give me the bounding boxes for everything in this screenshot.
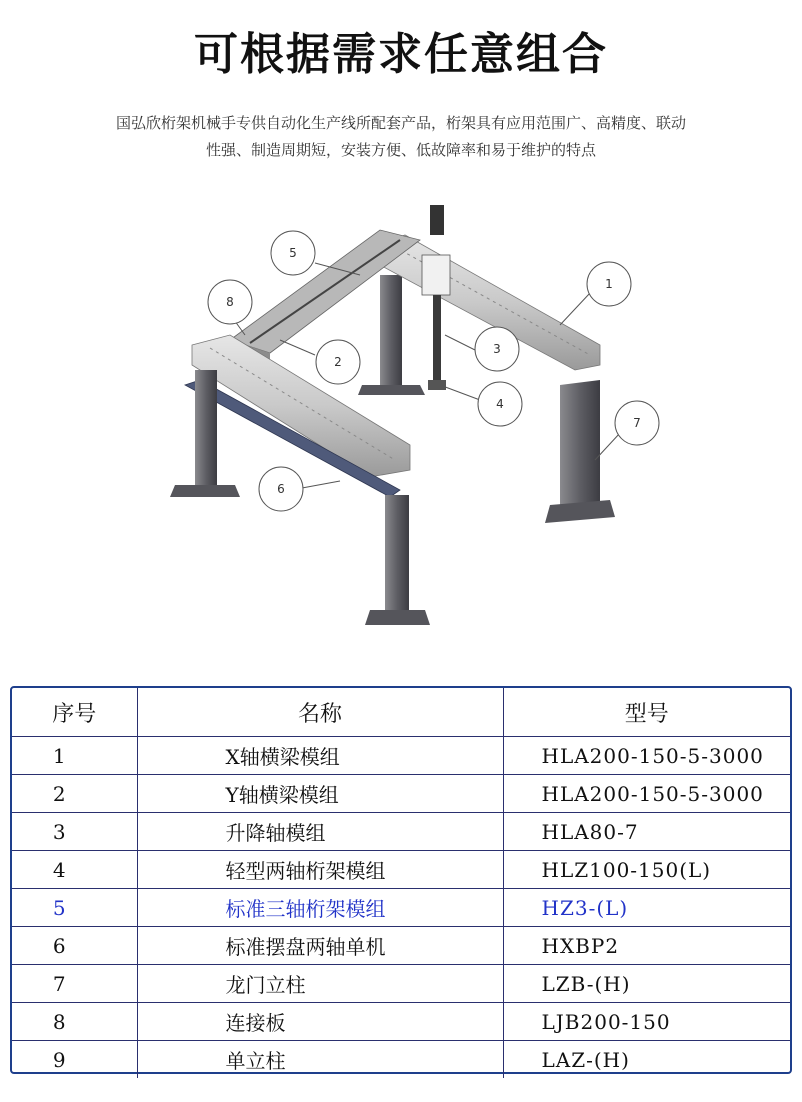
description-line-1: 国弘欣桁架机械手专供自动化生产线所配套产品，桁架具有应用范围广、高精度、联动 xyxy=(115,114,686,132)
pillar-upper-right xyxy=(358,275,425,395)
row-no: 4 xyxy=(12,851,137,889)
row-name: 标准三轴桁架模组 xyxy=(137,889,503,927)
header-no: 序号 xyxy=(12,688,137,737)
table-row xyxy=(12,1003,790,1041)
header-name: 名称 xyxy=(137,688,503,737)
row-model: LZB-(H) xyxy=(503,965,790,1003)
table-row xyxy=(12,965,790,1003)
row-model: LJB200-150 xyxy=(503,1003,790,1041)
row-name: 轻型两轴桁架模组 xyxy=(137,851,503,889)
gantry-diagram xyxy=(130,185,690,645)
row-name: Y轴横梁模组 xyxy=(137,775,503,813)
row-no: 9 xyxy=(12,1041,137,1079)
row-model: HLA200-150-5-3000 xyxy=(503,775,790,813)
row-no: 7 xyxy=(12,965,137,1003)
table-row xyxy=(12,1041,790,1079)
table-row xyxy=(12,813,790,851)
callout-8 xyxy=(208,280,252,324)
pillar-front-right xyxy=(365,495,430,625)
row-name: X轴横梁模组 xyxy=(137,737,503,775)
row-name: 标准摆盘两轴单机 xyxy=(137,927,503,965)
row-no: 8 xyxy=(12,1003,137,1041)
gantry-column xyxy=(545,380,615,523)
row-no: 3 xyxy=(12,813,137,851)
callout-1 xyxy=(587,262,631,306)
svg-text:6: 6 xyxy=(277,482,285,496)
svg-text:3: 3 xyxy=(493,342,501,356)
header-model: 型号 xyxy=(503,688,790,737)
row-name: 升降轴模组 xyxy=(137,813,503,851)
svg-text:4: 4 xyxy=(496,397,504,411)
description xyxy=(60,110,742,164)
table-row xyxy=(12,775,790,813)
svg-text:7: 7 xyxy=(633,416,641,430)
row-name: 龙门立柱 xyxy=(137,965,503,1003)
parts-table xyxy=(10,686,792,1074)
callout-7 xyxy=(615,401,659,445)
table-row-highlighted xyxy=(12,889,790,927)
row-no: 6 xyxy=(12,927,137,965)
table-row xyxy=(12,737,790,775)
callout-2 xyxy=(316,340,360,384)
callout-6 xyxy=(259,467,303,511)
table-row xyxy=(12,851,790,889)
callout-3 xyxy=(475,327,519,371)
page-title: 可根据需求任意组合 xyxy=(194,29,608,80)
row-no: 1 xyxy=(12,737,137,775)
svg-text:8: 8 xyxy=(226,295,234,309)
callout-5 xyxy=(271,231,315,275)
row-model: HLA80-7 xyxy=(503,813,790,851)
row-name: 单立柱 xyxy=(137,1041,503,1079)
row-model: HLZ100-150(L) xyxy=(503,851,790,889)
svg-text:1: 1 xyxy=(605,277,613,291)
row-name: 连接板 xyxy=(137,1003,503,1041)
table-row xyxy=(12,927,790,965)
row-model: LAZ-(H) xyxy=(503,1041,790,1079)
svg-text:2: 2 xyxy=(334,355,342,369)
svg-text:5: 5 xyxy=(289,246,297,260)
row-model: HZ3-(L) xyxy=(503,889,790,927)
row-model: HXBP2 xyxy=(503,927,790,965)
table-header xyxy=(12,688,790,737)
row-no: 2 xyxy=(12,775,137,813)
description-line-2: 性强、制造周期短，安装方便、低故障率和易于维护的特点 xyxy=(205,141,596,159)
callout-4 xyxy=(478,382,522,426)
row-no: 5 xyxy=(12,889,137,927)
row-model: HLA200-150-5-3000 xyxy=(503,737,790,775)
